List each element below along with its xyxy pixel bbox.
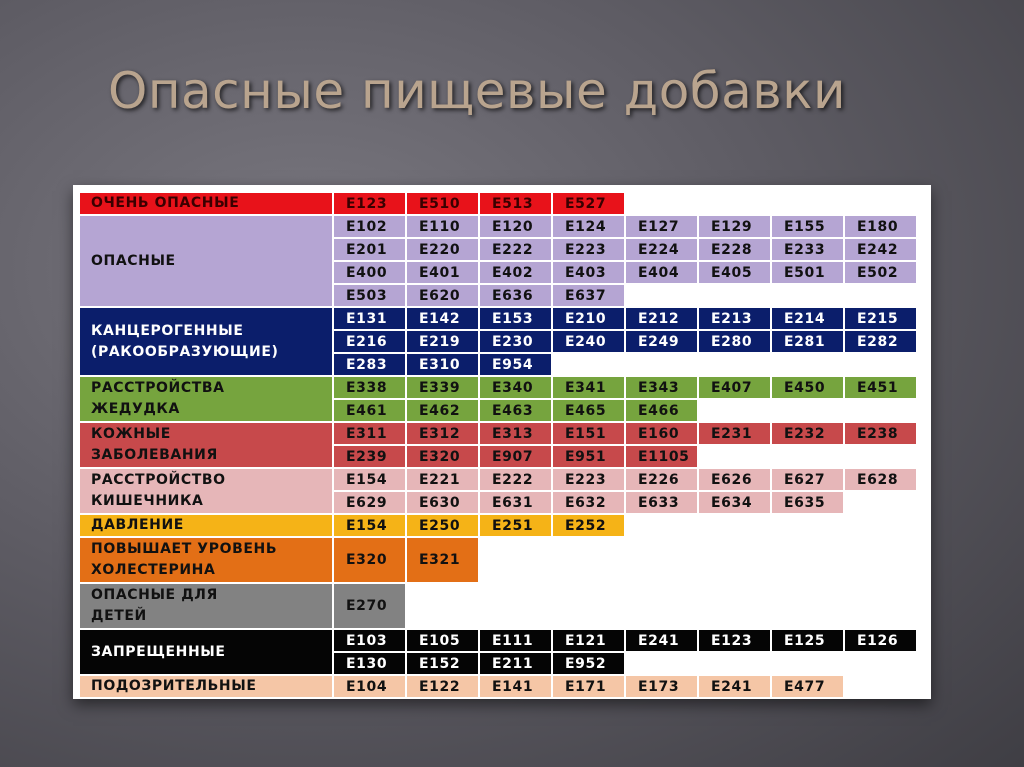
additive-code-cell: E321 xyxy=(406,537,479,583)
additive-code-cell xyxy=(625,353,698,376)
category-label-text: ПОДОЗРИТЕЛЬНЫЕ xyxy=(91,678,257,694)
additive-code-cell: E270 xyxy=(333,583,406,629)
additive-code-cell: E212 xyxy=(625,307,698,330)
additive-code-cell: E222 xyxy=(479,238,552,261)
additive-code-cell: E213 xyxy=(698,307,771,330)
additive-code-cell: E501 xyxy=(771,261,844,284)
additive-code-cell: E154 xyxy=(333,514,406,537)
additive-code-cell: E120 xyxy=(479,215,552,238)
additive-code-cell: E954 xyxy=(479,353,552,376)
additive-code-cell: E338 xyxy=(333,376,406,399)
additive-code-cell: E210 xyxy=(552,307,625,330)
additive-code-cell: E311 xyxy=(333,422,406,445)
table-row xyxy=(79,376,917,399)
additive-code-cell: E450 xyxy=(771,376,844,399)
additive-code-cell: E142 xyxy=(406,307,479,330)
additive-code-cell xyxy=(552,353,625,376)
additive-code-cell: E282 xyxy=(844,330,917,353)
additive-code-cell: E631 xyxy=(479,491,552,514)
additive-code-cell: E130 xyxy=(333,652,406,675)
additive-code-cell: E154 xyxy=(333,468,406,491)
additive-code-cell: E173 xyxy=(625,675,698,698)
additive-code-cell: E634 xyxy=(698,491,771,514)
additive-code-cell xyxy=(698,652,771,675)
additive-code-cell: E627 xyxy=(771,468,844,491)
additive-code-cell xyxy=(771,514,844,537)
additive-code-cell: E250 xyxy=(406,514,479,537)
additive-code-cell xyxy=(771,583,844,629)
additive-code-cell: E249 xyxy=(625,330,698,353)
additive-code-cell: E122 xyxy=(406,675,479,698)
category-label-text: КАНЦЕРОГЕННЫЕ (РАКООБРАЗУЮЩИЕ) xyxy=(91,322,279,360)
additive-code-cell: E238 xyxy=(844,422,917,445)
additive-code-cell: E340 xyxy=(479,376,552,399)
additive-code-cell: E636 xyxy=(479,284,552,307)
additive-code-cell: E251 xyxy=(479,514,552,537)
additive-code-cell: E201 xyxy=(333,238,406,261)
category-label xyxy=(79,422,333,468)
additive-code-cell: E637 xyxy=(552,284,625,307)
additive-code-cell: E180 xyxy=(844,215,917,238)
category-label xyxy=(79,215,333,307)
additive-code-cell: E215 xyxy=(844,307,917,330)
additive-code-cell: E405 xyxy=(698,261,771,284)
additive-code-cell: E222 xyxy=(479,468,552,491)
additive-code-cell: E241 xyxy=(698,675,771,698)
additive-code-cell: E105 xyxy=(406,629,479,652)
additive-code-cell: E214 xyxy=(771,307,844,330)
additive-code-cell: E313 xyxy=(479,422,552,445)
additive-code-cell: E155 xyxy=(771,215,844,238)
additive-code-cell xyxy=(844,491,917,514)
additive-code-cell: E121 xyxy=(552,629,625,652)
additive-code-cell: E403 xyxy=(552,261,625,284)
additive-code-cell xyxy=(771,445,844,468)
additive-code-cell xyxy=(844,514,917,537)
additive-code-cell: E339 xyxy=(406,376,479,399)
category-label-text: ДАВЛЕНИЕ xyxy=(91,517,184,533)
category-label xyxy=(79,583,333,629)
additive-code-cell: E462 xyxy=(406,399,479,422)
additive-code-cell xyxy=(625,284,698,307)
additive-code-cell xyxy=(625,652,698,675)
additive-code-cell: E233 xyxy=(771,238,844,261)
additive-code-cell: E341 xyxy=(552,376,625,399)
additive-code-cell: E231 xyxy=(698,422,771,445)
additive-code-cell: E283 xyxy=(333,353,406,376)
additive-code-cell xyxy=(698,514,771,537)
additive-code-cell: E104 xyxy=(333,675,406,698)
additive-code-cell: E153 xyxy=(479,307,552,330)
additive-code-cell: E126 xyxy=(844,629,917,652)
additive-code-cell xyxy=(698,284,771,307)
additive-code-cell: E633 xyxy=(625,491,698,514)
category-label xyxy=(79,307,333,376)
additives-table-frame xyxy=(73,185,931,699)
additive-code-cell xyxy=(625,192,698,215)
additive-code-cell: E103 xyxy=(333,629,406,652)
additive-code-cell xyxy=(625,537,698,583)
additive-code-cell: E320 xyxy=(333,537,406,583)
additive-code-cell: E125 xyxy=(771,629,844,652)
additive-code-cell xyxy=(844,445,917,468)
page-title: Опасные пищевые добавки xyxy=(108,62,846,120)
additive-code-cell: E629 xyxy=(333,491,406,514)
additive-code-cell: E123 xyxy=(698,629,771,652)
additive-code-cell: E239 xyxy=(333,445,406,468)
additive-code-cell: E224 xyxy=(625,238,698,261)
category-label-text: РАССТРОЙСТВО КИШЕЧНИКА xyxy=(91,472,226,509)
table-row xyxy=(79,537,917,583)
additive-code-cell: E102 xyxy=(333,215,406,238)
category-label-text: РАССТРОЙСТВА ЖЕДУДКА xyxy=(91,380,225,417)
additive-code-cell: E160 xyxy=(625,422,698,445)
additive-code-cell: E463 xyxy=(479,399,552,422)
additive-code-cell: E343 xyxy=(625,376,698,399)
additive-code-cell: E230 xyxy=(479,330,552,353)
additive-code-cell xyxy=(552,583,625,629)
table-row xyxy=(79,675,917,698)
table-row xyxy=(79,629,917,652)
additive-code-cell: E407 xyxy=(698,376,771,399)
category-label xyxy=(79,468,333,514)
additive-code-cell: E280 xyxy=(698,330,771,353)
additive-code-cell xyxy=(844,675,917,698)
category-label-text: ОЧЕНЬ ОПАСНЫЕ xyxy=(91,195,240,211)
additive-code-cell: E402 xyxy=(479,261,552,284)
category-label-text: КОЖНЫЕ ЗАБОЛЕВАНИЯ xyxy=(91,426,218,463)
additive-code-cell xyxy=(771,284,844,307)
additive-code-cell: E223 xyxy=(552,238,625,261)
additive-code-cell: E127 xyxy=(625,215,698,238)
additive-code-cell xyxy=(479,537,552,583)
additive-code-cell xyxy=(698,192,771,215)
additive-code-cell: E466 xyxy=(625,399,698,422)
category-label xyxy=(79,537,333,583)
additive-code-cell: E211 xyxy=(479,652,552,675)
additive-code-cell: E461 xyxy=(333,399,406,422)
additive-code-cell: E1105 xyxy=(625,445,698,468)
category-label xyxy=(79,514,333,537)
additive-code-cell xyxy=(771,399,844,422)
additive-code-cell: E223 xyxy=(552,468,625,491)
additive-code-cell xyxy=(698,353,771,376)
additive-code-cell xyxy=(552,537,625,583)
additive-code-cell xyxy=(479,583,552,629)
additive-code-cell: E635 xyxy=(771,491,844,514)
additive-code-cell: E242 xyxy=(844,238,917,261)
additive-code-cell: E952 xyxy=(552,652,625,675)
additive-code-cell: E907 xyxy=(479,445,552,468)
additive-code-cell: E151 xyxy=(552,422,625,445)
additive-code-cell: E123 xyxy=(333,192,406,215)
additive-code-cell xyxy=(771,652,844,675)
additive-code-cell: E320 xyxy=(406,445,479,468)
additive-code-cell: E401 xyxy=(406,261,479,284)
additive-code-cell xyxy=(844,284,917,307)
table-row xyxy=(79,514,917,537)
additive-code-cell xyxy=(625,583,698,629)
additive-code-cell: E502 xyxy=(844,261,917,284)
additive-code-cell: E232 xyxy=(771,422,844,445)
additive-code-cell xyxy=(771,537,844,583)
category-label-text: ПОВЫШАЕТ УРОВЕНЬ ХОЛЕСТЕРИНА xyxy=(91,541,278,578)
table-row xyxy=(79,307,917,330)
category-label xyxy=(79,192,333,215)
additive-code-cell: E110 xyxy=(406,215,479,238)
additive-code-cell: E171 xyxy=(552,675,625,698)
additive-code-cell: E111 xyxy=(479,629,552,652)
additive-code-cell xyxy=(698,583,771,629)
additives-table xyxy=(78,191,918,699)
table-row xyxy=(79,468,917,491)
additive-code-cell: E451 xyxy=(844,376,917,399)
additive-code-cell: E220 xyxy=(406,238,479,261)
additive-code-cell: E240 xyxy=(552,330,625,353)
additive-code-cell xyxy=(844,652,917,675)
additive-code-cell: E152 xyxy=(406,652,479,675)
additive-code-cell: E221 xyxy=(406,468,479,491)
category-label xyxy=(79,629,333,675)
additive-code-cell xyxy=(771,353,844,376)
additive-code-cell: E228 xyxy=(698,238,771,261)
additive-code-cell xyxy=(698,445,771,468)
additive-code-cell xyxy=(844,399,917,422)
additive-code-cell: E281 xyxy=(771,330,844,353)
additive-code-cell xyxy=(771,192,844,215)
additive-code-cell: E465 xyxy=(552,399,625,422)
additive-code-cell: E503 xyxy=(333,284,406,307)
additive-code-cell: E124 xyxy=(552,215,625,238)
additive-code-cell xyxy=(625,514,698,537)
additive-code-cell: E216 xyxy=(333,330,406,353)
additive-code-cell: E513 xyxy=(479,192,552,215)
additive-code-cell xyxy=(698,537,771,583)
additive-code-cell: E226 xyxy=(625,468,698,491)
additive-code-cell xyxy=(844,192,917,215)
table-row xyxy=(79,192,917,215)
additive-code-cell: E400 xyxy=(333,261,406,284)
category-label-text: ЗАПРЕЩЕННЫЕ xyxy=(91,643,226,660)
additive-code-cell: E630 xyxy=(406,491,479,514)
additive-code-cell: E129 xyxy=(698,215,771,238)
table-row xyxy=(79,583,917,629)
additive-code-cell xyxy=(698,399,771,422)
additive-code-cell: E620 xyxy=(406,284,479,307)
additive-code-cell: E477 xyxy=(771,675,844,698)
additive-code-cell xyxy=(844,353,917,376)
category-label-text: ОПАСНЫЕ ДЛЯ ДЕТЕЙ xyxy=(91,587,218,624)
additive-code-cell: E404 xyxy=(625,261,698,284)
category-label xyxy=(79,376,333,422)
additive-code-cell: E131 xyxy=(333,307,406,330)
additive-code-cell: E252 xyxy=(552,514,625,537)
additive-code-cell xyxy=(406,583,479,629)
additive-code-cell: E241 xyxy=(625,629,698,652)
additive-code-cell: E312 xyxy=(406,422,479,445)
additive-code-cell: E141 xyxy=(479,675,552,698)
additive-code-cell xyxy=(844,537,917,583)
category-label-text: ОПАСНЫЕ xyxy=(91,252,176,269)
table-row xyxy=(79,215,917,238)
additive-code-cell: E628 xyxy=(844,468,917,491)
additive-code-cell: E626 xyxy=(698,468,771,491)
additive-code-cell: E527 xyxy=(552,192,625,215)
additive-code-cell: E632 xyxy=(552,491,625,514)
additive-code-cell: E510 xyxy=(406,192,479,215)
additive-code-cell: E219 xyxy=(406,330,479,353)
table-row xyxy=(79,422,917,445)
additive-code-cell: E951 xyxy=(552,445,625,468)
additive-code-cell xyxy=(844,583,917,629)
category-label xyxy=(79,675,333,698)
additive-code-cell: E310 xyxy=(406,353,479,376)
